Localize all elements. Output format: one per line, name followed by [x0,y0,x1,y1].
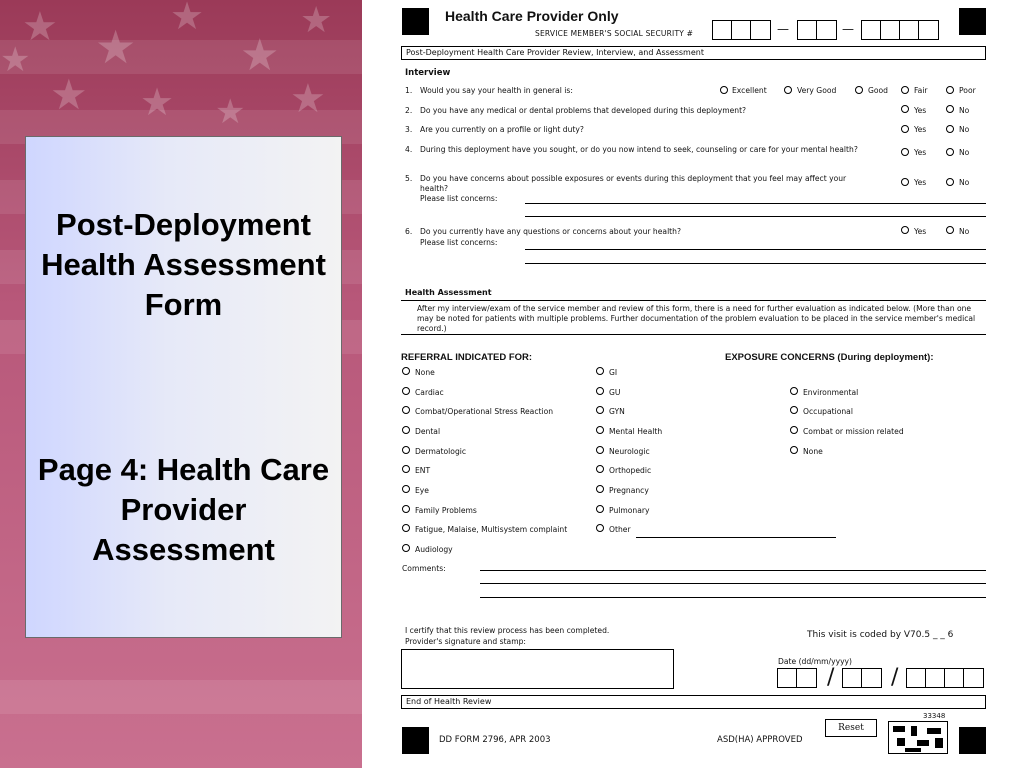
star-icon: ★ [290,76,326,122]
ssn-dash: — [842,22,854,36]
q5-yes-radio[interactable] [901,178,909,186]
star-icon: ★ [140,80,175,124]
ssn-field-part2[interactable] [797,20,837,40]
interview-label: Interview [405,68,451,78]
question-3-number: 3. [405,125,413,134]
registration-mark [959,8,986,35]
q5-no-radio[interactable] [946,178,954,186]
referral-pregnancy-radio[interactable] [596,485,604,493]
q6-concerns-line[interactable] [525,249,986,250]
ssn-field-part1[interactable] [712,20,771,40]
divider [401,334,986,335]
referral-other-label: Other [609,525,631,534]
q1-fair-label: Fair [914,86,928,95]
referral-gi-label: GI [609,368,618,377]
referral-family-problems-radio[interactable] [402,505,410,513]
date-day-field[interactable] [777,668,817,688]
q1-excellent-label: Excellent [732,86,767,95]
exposure-combat-label: Combat or mission related [803,427,904,436]
q1-very-good-radio[interactable] [784,86,792,94]
q1-poor-label: Poor [959,86,976,95]
slide-title: Post-Deployment Health Assessment Form [41,207,326,322]
ssn-field-part3[interactable] [861,20,939,40]
date-year-field[interactable] [906,668,984,688]
exposure-occupational-label: Occupational [803,407,853,416]
referral-pregnancy-label: Pregnancy [609,486,649,495]
comments-line[interactable] [480,583,986,584]
referral-audiology-label: Audiology [415,545,453,554]
signature-label: Provider's signature and stamp: [405,637,526,646]
q3-no-label: No [959,125,970,134]
referral-dermatologic-label: Dermatologic [415,447,467,456]
referral-other-line[interactable] [636,537,836,538]
q4-no-label: No [959,148,970,157]
star-icon: ★ [170,0,205,38]
star-icon: ★ [300,0,333,41]
divider [401,300,986,301]
question-1-text: Would you say your health in general is: [420,86,573,95]
referral-gu-label: GU [609,388,621,397]
registration-mark [959,727,986,754]
q1-excellent-radio[interactable] [720,86,728,94]
question-5-text: Do you have concerns about possible exposures or events during this deployment that you feel may affect your health? [420,174,847,193]
referral-gyn-radio[interactable] [596,406,604,414]
slide-subtitle: Page 4: Health Care Provider Assessment [37,452,330,567]
registration-mark [402,727,429,754]
referral-cardiac-radio[interactable] [402,387,410,395]
star-icon: ★ [215,92,246,132]
ssn-label: SERVICE MEMBER'S SOCIAL SECURITY # [535,29,694,38]
comments-line[interactable] [480,597,986,598]
referral-ent-label: ENT [415,466,431,475]
q4-yes-radio[interactable] [901,148,909,156]
approval-text: ASD(HA) APPROVED [717,735,803,745]
referral-fatigue-label: Fatigue, Malaise, Multisystem complaint [415,525,568,534]
q6-yes-radio[interactable] [901,226,909,234]
question-5-sub: Please list concerns: [420,194,498,203]
referral-dental-label: Dental [415,427,441,436]
q4-no-radio[interactable] [946,148,954,156]
question-2-text: Do you have any medical or dental problems that developed during this deployment? [420,106,747,115]
q5-concerns-line[interactable] [525,203,986,204]
referral-fatigue-radio[interactable] [402,524,410,532]
q1-very-good-label: Very Good [797,86,837,95]
slide-title-box [25,136,342,638]
date-label: Date (dd/mm/yyyy) [778,657,853,666]
referral-mental-health-label: Mental Health [609,427,663,436]
referral-eye-radio[interactable] [402,485,410,493]
q2-yes-radio[interactable] [901,105,909,113]
referral-combat-stress-label: Combat/Operational Stress Reaction [415,407,554,416]
question-6-sub: Please list concerns: [420,238,498,247]
form-header-title: Health Care Provider Only [445,8,619,24]
question-2-number: 2. [405,106,413,115]
star-icon: ★ [240,30,280,81]
referral-audiology-radio[interactable] [402,544,410,552]
question-6-text: Do you currently have any questions or concerns about your health? [420,227,681,236]
referral-none-radio[interactable] [402,367,410,375]
q1-good-label: Good [868,86,888,95]
flag-stripe [0,680,362,714]
referral-neurologic-radio[interactable] [596,446,604,454]
comments-line[interactable] [480,570,986,571]
q2-no-label: No [959,106,970,115]
referral-orthopedic-radio[interactable] [596,465,604,473]
q6-no-radio[interactable] [946,226,954,234]
exposure-combat-radio[interactable] [790,426,798,434]
referral-cardiac-label: Cardiac [415,388,444,397]
registration-mark [402,8,429,35]
exposure-heading: EXPOSURE CONCERNS (During deployment): [725,352,934,363]
referral-family-problems-label: Family Problems [415,506,477,515]
referral-pulmonary-radio[interactable] [596,505,604,513]
q6-concerns-line[interactable] [525,263,986,264]
date-month-field[interactable] [842,668,882,688]
q6-no-label: No [959,227,970,236]
question-3-text: Are you currently on a profile or light duty? [420,125,584,134]
q5-concerns-line[interactable] [525,216,986,217]
slide-background [0,0,362,768]
health-assessment-text: After my interview/exam of the service member and review of this form, there is a need for further evaluation as indicated below. (More than one may be noted for patients with multiple problems. Further documentation of the problem evaluation to be placed in the service member's medical record.) [417,304,976,333]
referral-mental-health-radio[interactable] [596,426,604,434]
question-4-text: During this deployment have you sought, or do you now intend to seek, counseling or care for your mental health? [420,145,858,154]
question-1-number: 1. [405,86,413,95]
end-of-review-bar: End of Health Review [401,695,986,709]
referral-heading: REFERRAL INDICATED FOR: [401,352,533,363]
date-separator: / [827,665,835,690]
referral-pulmonary-label: Pulmonary [609,506,650,515]
signature-field[interactable] [401,649,674,689]
referral-gi-radio[interactable] [596,367,604,375]
q3-yes-label: Yes [914,125,927,134]
q1-fair-radio[interactable] [901,86,909,94]
q3-no-radio[interactable] [946,125,954,133]
referral-ent-radio[interactable] [402,465,410,473]
exposure-none-radio[interactable] [790,446,798,454]
referral-combat-stress-radio[interactable] [402,406,410,414]
q1-poor-radio[interactable] [946,86,954,94]
star-icon: ★ [0,40,31,80]
date-separator: / [891,665,899,690]
health-assessment-label: Health Assessment [405,288,492,297]
section-title: Post-Deployment Health Care Provider Review, Interview, and Assessment [401,46,986,60]
certify-text: I certify that this review process has been completed. [405,626,610,635]
q5-yes-label: Yes [914,178,927,187]
question-6-number: 6. [405,227,413,236]
referral-dental-radio[interactable] [402,426,410,434]
question-5-number: 5. [405,174,413,183]
referral-gu-radio[interactable] [596,387,604,395]
ssn-dash: — [777,22,789,36]
star-icon: ★ [95,20,137,74]
q6-yes-label: Yes [914,227,927,236]
referral-dermatologic-radio[interactable] [402,446,410,454]
barcode-number: 33348 [923,712,946,720]
referral-orthopedic-label: Orthopedic [609,466,652,475]
question-4-number: 4. [405,145,413,154]
q1-good-radio[interactable] [855,86,863,94]
q4-yes-label: Yes [914,148,927,157]
q3-yes-radio[interactable] [901,125,909,133]
reset-button[interactable]: Reset [825,719,877,737]
dd-form-2796-page [363,0,1024,768]
exposure-none-label: None [803,447,823,456]
q2-no-radio[interactable] [946,105,954,113]
visit-coded-text: This visit is coded by V70.5 _ _ 6 [807,630,954,640]
referral-neurologic-label: Neurologic [609,447,650,456]
comments-label: Comments: [402,564,446,573]
barcode-icon [888,721,948,754]
star-icon: ★ [50,70,88,119]
q2-yes-label: Yes [914,106,927,115]
exposure-environmental-radio[interactable] [790,387,798,395]
referral-none-label: None [415,368,435,377]
star-icon: ★ [22,4,58,50]
referral-other-radio[interactable] [596,524,604,532]
exposure-occupational-radio[interactable] [790,406,798,414]
form-number: DD FORM 2796, APR 2003 [439,735,551,745]
q5-no-label: No [959,178,970,187]
referral-gyn-label: GYN [609,407,625,416]
referral-eye-label: Eye [415,486,429,495]
exposure-environmental-label: Environmental [803,388,859,397]
